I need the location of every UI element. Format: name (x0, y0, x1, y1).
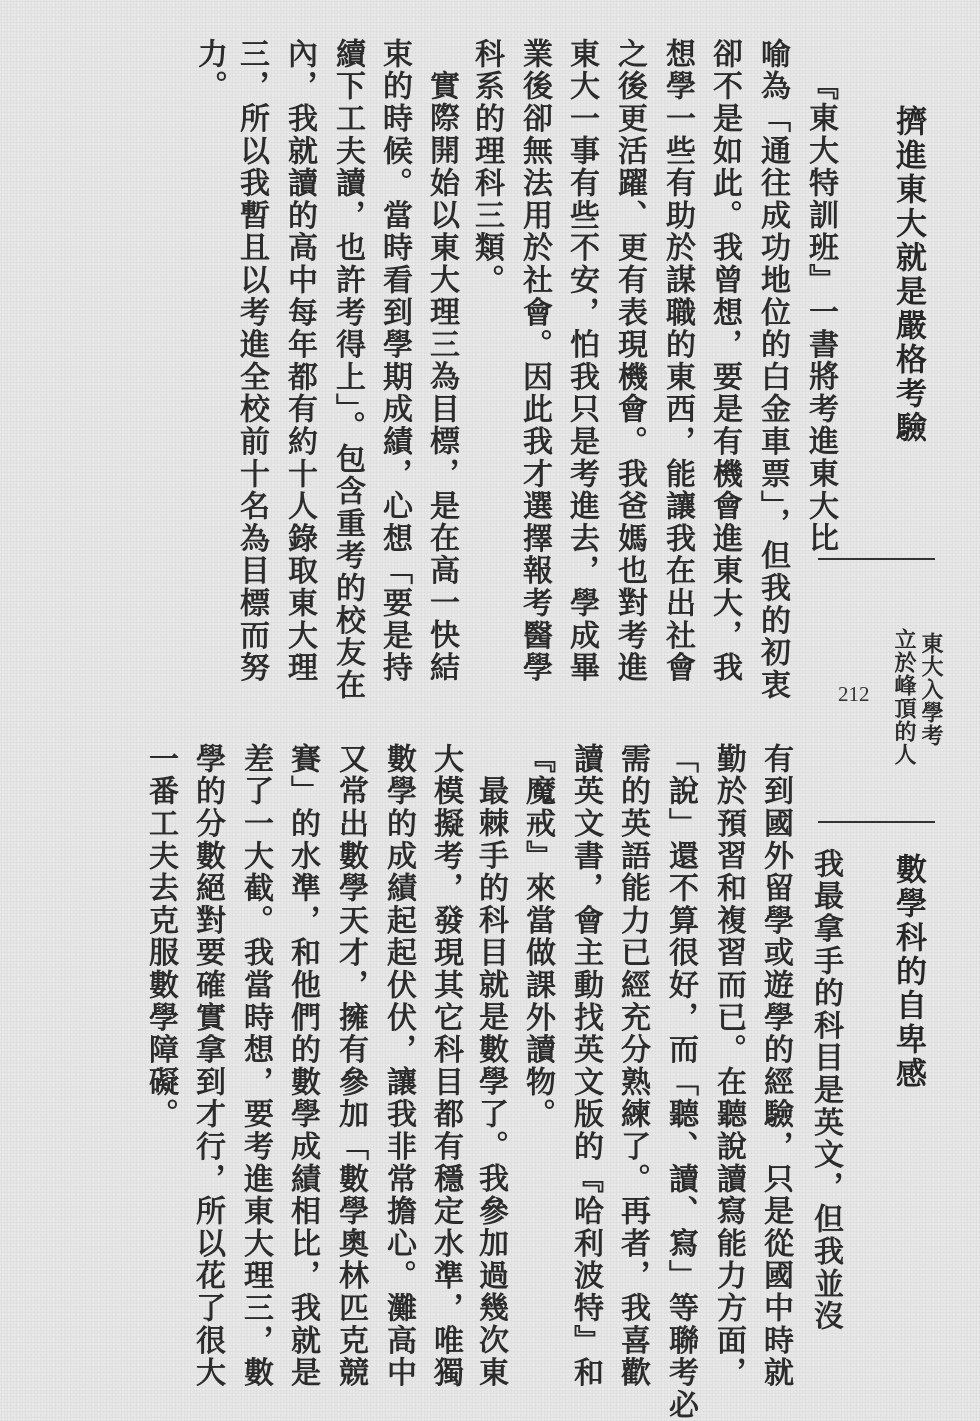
paragraph-column: 『東大特訓班』一書將考進東大比 (803, 70, 838, 555)
paragraph-column: 大模擬考，發現其它科目都有穩定水準，唯獨 (428, 743, 463, 1389)
paragraph-column: 學的分數絕對要確實拿到才行，所以花了很大 (190, 743, 225, 1389)
running-header-line1: 東大入學考 (918, 632, 943, 747)
paragraph-column: 勤於預習和複習而已。在聽說讀寫能力方面， (711, 743, 746, 1389)
paragraph-column: 一番工夫去克服數學障礙。 (143, 743, 178, 1131)
paragraph-column: 續下工夫讀，也許考得上」。包含重考的校友在 (330, 38, 365, 702)
paragraph-column: 又常出數學天才，擁有參加「數學奧林匹克競 (333, 743, 368, 1389)
paragraph-column: 「說」還不算很好，而「聽、讀、寫」等聯考必 (663, 743, 698, 1421)
page-number: 212 (838, 682, 870, 706)
paragraph-column: 業後卻無法用於社會。因此我才選擇報考醫學 (517, 38, 552, 684)
divider-rule (818, 821, 935, 823)
section-heading: 擠進東大就是嚴格考驗 (890, 105, 926, 445)
paragraph-column: 需的英語能力已經充分熟練了。再者，我喜歡 (615, 743, 650, 1389)
paragraph-column: 東大一事有些不安，怕我只是考進去，學成畢 (564, 38, 599, 684)
section-heading: 數學科的自卑感 (890, 853, 926, 1091)
paragraph-column: 內，我就讀的高中每年都有約十人錄取東大理 (282, 38, 317, 684)
paragraph-column: 科系的理科三類。 (469, 38, 504, 297)
paragraph-column: 想學一些有助於謀職的東西，能讓我在出社會 (660, 38, 695, 684)
paragraph-column: 差了一大截。我當時想，要考進東大理三，數 (238, 743, 273, 1389)
paragraph-column: 我最拿手的科目是英文，但我並沒 (808, 848, 843, 1333)
paragraph-column: 卻不是如此。我曾想，要是有機會進東大，我 (707, 38, 742, 684)
paragraph-column: 力。 (192, 38, 227, 103)
paragraph-column: 實際開始以東大理三為目標，是在高一快結 (424, 70, 459, 684)
paragraph-column: 數學的成績起起伏伏，讓我非常擔心。灘高中 (381, 743, 416, 1389)
paragraph-column: 喻為「通往成功地位的白金車票」，但我的初衷 (755, 38, 790, 702)
paragraph-column: 讀英文書，會主動找英文版的『哈利波特』和 (568, 743, 603, 1389)
running-header-line2: 立於峰頂的人 (891, 628, 916, 766)
paragraph-column: 束的時候。當時看到學期成績，心想「要是持 (377, 38, 412, 684)
paragraph-column: 三，所以我暫且以考進全校前十名為目標而努 (234, 38, 269, 684)
paragraph-column: 之後更活躍、更有表現機會。我爸媽也對考進 (612, 38, 647, 684)
divider-rule (818, 558, 935, 560)
paragraph-column: 有到國外留學或遊學的經驗，只是從國中時就 (758, 743, 793, 1389)
paragraph-column: 『魔戒』來當做課外讀物。 (520, 743, 555, 1131)
paragraph-column: 最棘手的科目就是數學了。我參加過幾次東 (473, 775, 508, 1389)
paragraph-column: 賽」的水準，和他們的數學成績相比，我就是 (285, 743, 320, 1389)
